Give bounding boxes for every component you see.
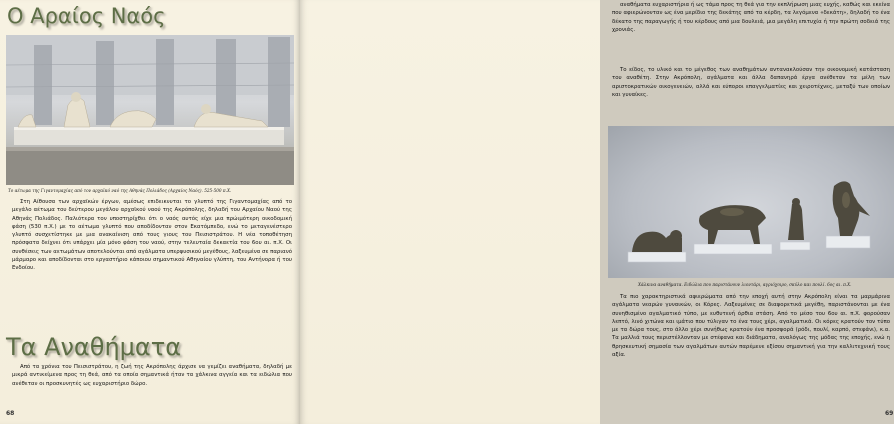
page-number-right: 69 [885,410,894,417]
page-heading-archaic-temple: Ο Αραίος Ναός [7,4,166,28]
body-paragraph: Από τα χρόνια του Πεισιστράτου, η ζωή της Ακρόπολης άρχισε να γεμίζει αναθήματα, δηλαδή με μικρά αντικείμενα προς τη θεά, από τα οποία σημαντικά ήταν τα χάλκινα αγγεία και τα ειδώλια που ανέθεταν οι προσκυνητές ως ευχαριστήριο δώρο. [12,364,292,387]
bronze-figurines-photo [608,126,894,278]
body-paragraph: Το είδος, το υλικό και το μέγεθος των αναθημάτων αντανακλούσαν την οικονομική κατάσταση του αναθέτη. Στην Ακρόπολη, αγάλματα και άλλα δαπανηρά έργα ανέθεταν τα μέλη των αριστοκρατικών οικογενειών, αλλά και εύποροι επαγγελματίες και χειροτέχνες, μεταξύ των οποίων και γυναίκες. [612,67,890,98]
right-page [300,0,894,424]
body-paragraph: Τα πιο χαρακτηριστικά αφιερώματα από την εποχή αυτή στην Ακρόπολη είναι τα μαρμάρινα αγάλματα νεαρών γυναικών, οι Κόρες. Λαξευμένες σε διαφορετικά μεγέθη, παριστάνονται με ένα συνηθισμένο αγαλματικό τύπο, με ευθυτενή όρθια στάση. Από το μέσο του 6ου αι. π.Χ. φορούσαν λεπτό, λινό χιτώνα και ιμάτιο που τύλιγαν το ένα τους χέρι, αγαλματικά. Οι κόρες κρατούν τον τύπο με τα δώρα τους, στο άλλο χέρι συνήθως κρατούν ένα προσφορά (ρόδι, πουλί, καρπό, στεφάνι), κ.α. Τα μαλλιά τους περιστέλλονταν με στέφανα και διάδηματα, αναλόγως της μόδας της εποχής, ενώ η θρησκευτική σημασία των αγαλμάτων αυτών παρέμενε εξίσου σημαντική για την καλλιτεχνική τους αξία. [612,294,890,358]
photo-caption-pediment: Το αέτωμα της Γιγαντομαχίας από τον αρχαϊκό ναό της Αθηνάς Πολιάδος (Αρχαίος Ναός). 525-500 π.Χ. [8,188,232,193]
left-page [0,0,300,424]
figurines-illustration [608,126,894,278]
page-number-left: 68 [6,410,15,417]
section-heading-offerings: Τα Αναθήματα [6,333,182,361]
gallery-illustration [6,35,294,185]
photo-caption-figurines: Χάλκινα αναθήματα. Ειδώλια που παριστάνουν λιοντάρι, αγριόχοιρο, σκύλο και πουλί. 6ος αι. π.Χ. [638,282,852,287]
pediment-gallery-photo [6,35,294,185]
body-paragraph: αναθήματα ευχαριστήρια ή ως τάμα προς τη θεά για την εκπλήρωση μιας ευχής, καθώς και εκείνα που αφιερώνονταν ως ένα μερίδιο της δεκάτης από τα κέρδη, τα λεγόμενα «δεκάτη», δηλαδή το ένα δέκατο της παραγωγής ή του κέρδους από μια δουλειά, μια μεγάλη επιτυχία ή την πρώτη σοδειά της χρονιάς. [612,2,890,33]
body-paragraph: Στη Αίθουσα των αρχαϊκών έργων, αμέσως επιδεικνυται το γλυπτό της Γιγαντομαχίας από το μεγάλο αέτωμα του δεύτερου μεγάλου αρχαϊκού ναού της Ακρόπολης, δηλαδή του Αρχαίου Ναού της Αθηνάς Πολιάδος. Παλιότερα τον υποστηρίχθει ότι ο ναός αυτός είχε μια πρώιμότερη οικοδομική φάση (530 π.Χ.) με το αέτωμα γλυπτό που αποδίδονταν στον Εκατόμπεδο, ενώ το μεταγενέστερο γλυπτό συσχετίστηκε με μια ανακαίνιση από τους γιους του Πεισιστράτου. Η νέα τοποθέτηση πρόσφατα δείχνει ότι υπάρχει μία μόνο φάση του ναού, στην τελευταία δεκαετία του 6ου αι. π.Χ. Οι συνθέσεις των αετωμάτων αποτελούνται από αγάλματα υπερφυσικού μεγέθους, λαξευμένα σε παριανό μάρμαρο και αποδίδονται στο εργαστήριο κάποιου σημαντικού Αθηναίου γλύπτη, του Αντήνορα ή του Ενδοίου. [12,199,293,271]
